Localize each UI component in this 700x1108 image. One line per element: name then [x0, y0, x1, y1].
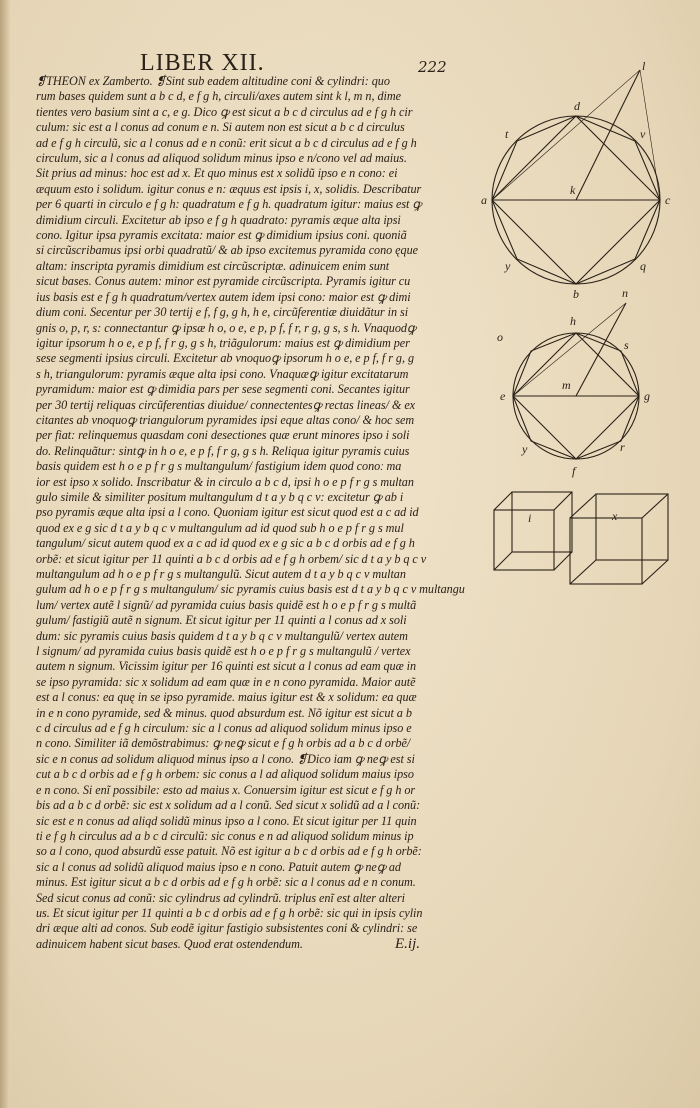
label-t: t — [505, 127, 509, 141]
figure-circle-efgh — [492, 285, 692, 485]
text-line: sicut bases. Conus autem: minor est pyramide circũscripta. Pyramis igitur cu — [36, 274, 411, 289]
generator-al — [492, 70, 640, 200]
body-text — [36, 74, 470, 952]
label-m: m — [562, 378, 571, 392]
text-line: per 30 tertij reliquas circũferentias diuidue/ connectentesꝙ rectas lineas/ & ex — [36, 397, 416, 412]
text-line: circulum, sic a l conus ad aliquod solidum minus ipso e n/cono vel ad maius. — [36, 151, 407, 166]
text-line: gulum ad h o e p f r g s multangulum/ sic pyramis cuius basis est d t a y b q c v multangu — [36, 582, 465, 597]
text-line: se ipso pyramida: sic x solidum ad eam quæ in e n cono pyramida. Maior autẽ — [36, 674, 416, 689]
page-gutter-shadow — [0, 0, 10, 1108]
text-line: citantes ab vnoquoꝙ triangulorum pyramides ipsi eque altas cono/ & hoc sem — [36, 412, 415, 427]
text-line: dum: sic pyramis cuius basis quidem d t a y b q c v multangulũ/ vertex autem — [36, 628, 408, 643]
text-line: n cono. Similiter iã demõstrabimus: ꝙ neꝙ sicut e f g h orbis ad a b c d orbẽ/ — [36, 736, 411, 751]
text-line: orbẽ: et sicut igitur per 11 quinti a b c d orbis ad e f g h orbem/ sic d t a y b q c v — [36, 551, 427, 566]
text-line: l signum/ ad pyramida cuius basis quidẽ est h o e p f r g s multangulũ / vertex — [36, 644, 411, 659]
text-line: æquum esto i solidum. igitur conus e n: æquus est ipsis i, x, solidis. Describatur — [36, 181, 422, 196]
label-e: e — [500, 389, 506, 403]
label-o: o — [497, 330, 503, 344]
label-l: l — [642, 59, 646, 73]
text-line: si circũscribamus ipsi orbi quadratũ/ & ab ipso excitemus pyramida cono ęque — [36, 243, 418, 258]
text-line: Sed sicut conus ad conũ: sic cylindrus ad cylindrũ. triplus enĩ est alter alteri — [36, 890, 406, 905]
label-x: x — [612, 509, 618, 523]
folio-number: 222 — [418, 58, 447, 76]
signature-mark: E.ij. — [395, 936, 420, 952]
label-h: h — [570, 314, 576, 328]
text-line: ❡THEON ex Zamberto. ❡Sint sub eadem altitudine coni & cylindri: quo — [36, 74, 390, 88]
text-line: us. Et sicut igitur per 11 quinti a b c d orbis ad e f g h orbẽ: sic qui in ipsis cylin — [36, 905, 423, 920]
label-k: k — [570, 183, 576, 197]
text-line: cut a b c d orbis ad e f g h orbem: sic conus a l ad aliquod solidum maius ipso — [36, 767, 414, 782]
label-a: a — [481, 193, 487, 207]
running-title: LIBER XII. — [140, 50, 265, 76]
text-line: ius basis est e f g h quadratum/vertex autem idem ipsi cono: maior est ꝙ dimi — [36, 289, 411, 304]
text-line: gulo simile & similiter positum multangulum d t a y b q c v: excitetur ꝙ ab i — [36, 489, 404, 504]
label-y2: y — [522, 442, 528, 456]
text-line: ti e f g h circulus ad a b c d circulũ: sic conus e n ad aliquod solidum minus ip — [36, 828, 414, 843]
text-line: s h, triangulorum: pyramis æque alta ipsi cono. Vnaquæꝙ igitur excitatarum — [36, 366, 409, 381]
label-g: g — [644, 389, 650, 403]
label-i: i — [528, 511, 532, 525]
text-line: lum/ vertex autẽ l signũ/ ad pyramida cuius basis quidẽ est h o e p f r g s multã — [36, 597, 417, 612]
text-line: adinuicem habent sicut bases. Quod erat ostendendum. — [36, 936, 303, 951]
figure-circle-abcd-drawing — [478, 58, 693, 308]
text-line: tangulum/ sicut autem quod ex a c ad id quod ex e g sic a b c d orbis ad e f g h — [36, 536, 415, 551]
text-line: per 6 quarti in circulo e f g h: quadratum e f g h. quadratum igitur: maius est ꝙ — [36, 197, 422, 212]
text-line: dimidium circuli. Excitetur ab ipso e f g h quadrato: pyramis æque alta ipsi — [36, 212, 401, 227]
label-n: n — [622, 286, 628, 300]
text-line: igitur ipsorum h o e, e p f, f r g, g s h, triãgulorum: maius est ꝙ dimidium per — [36, 335, 410, 350]
text-line: altam: inscripta pyramis dimidium est circũscriptæ. adinuicem enim sunt — [36, 258, 390, 273]
text-line: gnis o, p, r, s: connectantur ꝙ ipsæ h o, o e, e p, p f, f r, r g, g s, s h. Vnaquodꝙ — [36, 320, 417, 335]
text-line: autem n signum. Vicissim igitur per 16 quinti est sicut a l conus ad eam quæ in — [36, 659, 417, 674]
text-line: quod ex e g sic d t a y b q c v multangulum ad id quod sub h o e p f r g s mul — [36, 520, 404, 535]
label-q: q — [640, 259, 646, 273]
text-line: tientes vero basium sint a c, e g. Dico ꝙ est sicut a b c d circulus ad e f g h cir — [36, 104, 413, 119]
label-y: y — [505, 259, 511, 273]
text-line: c d circulus ad e f g h circulum: sic a l conus ad aliquod solidum minus ipso e — [36, 721, 412, 736]
text-line: sic a l conus ad solidũ aliquod maius ipso e n cono. Patuit autem ꝙ neꝙ ad — [36, 859, 401, 874]
text-line: pyramidum: maior est ꝙ dimidia pars per sese segmenti coni. Secantes igitur — [36, 382, 410, 397]
text-line: so a l cono, quod absurdũ esse patuit. Nõ est igitur a b c d orbis ad e f g h orbẽ: — [36, 844, 422, 859]
figure-solids — [490, 486, 690, 596]
figure-solids-drawing — [490, 486, 690, 596]
text-line: dri æque alti ad conos. Sub eodẽ igitur fastigio subsistentes coni & cylindri: se — [36, 921, 418, 936]
text-line: bis ad a b c d orbẽ: sic est x solidum ad a l conũ. Sed sicut x solidũ ad a l conũ: — [36, 798, 421, 813]
text-line: multangulum ad h o e p f r g s multangulũ. Sicut autem d t a y b q c v multan — [36, 567, 406, 581]
text-line: culum: sic est a l conus ad conum e n. Si autem non est sicut a b c d circulus — [36, 120, 405, 135]
axis-kl — [576, 70, 640, 200]
figure-circle-efgh-drawing — [492, 285, 692, 485]
text-line: Sit prius ad minus: hoc est ad x. Et quo minus est x solidũ ipso e n cono: ei — [36, 166, 398, 181]
label-d: d — [574, 99, 580, 113]
label-b: b — [573, 287, 579, 301]
text-line: gulum/ fastigiũ autẽ n signum. Et sicut igitur per 11 quinti a l conus ad x soli — [36, 613, 407, 628]
text-line: est a l conus: ea quę in se ipso pyramide. maius igitur est & x solidum: ea quæ — [36, 690, 417, 705]
figure-circle-abcd — [478, 58, 693, 308]
text-line: minus. Est igitur sicut a b c d orbis ad e f g h orbẽ: sic a l conus ad e n conum. — [36, 875, 416, 890]
text-line: sic est e n conus ad aliqd solidũ minus ipso a l cono. Et sicut igitur per 11 quin — [36, 813, 417, 828]
text-line: cono. Igitur ipsa pyramis excitata: maior est ꝙ dimidium ipsius coni. quoniã — [36, 228, 407, 243]
label-s: s — [624, 338, 629, 352]
text-line: sese segmenti ipsius circuli. Excitetur ab vnoquoꝙ ipsorum h o e, e p f, f r g, g — [36, 351, 415, 366]
text-line: e n cono. Si enĩ possibile: esto ad maius x. Conuersim igitur est sicut e f g h or — [36, 782, 416, 797]
figure1-labels — [481, 59, 671, 301]
text-line: in e n cono pyramide, sed & minus. quod absurdum est. Nõ igitur est sicut a b — [36, 705, 412, 720]
label-r: r — [620, 440, 625, 454]
label-v: v — [640, 127, 646, 141]
text-line: do. Relinquãtur: sintꝙ in h o e, e p f, f r g, g s h. Reliqua igitur pyramis cuius — [36, 443, 410, 458]
label-c: c — [665, 193, 671, 207]
text-line: pso pyramis æque alta ipsi a l cono. Quoniam igitur est sicut quod est a c ad id — [36, 505, 419, 520]
solid-i — [494, 492, 572, 570]
text-line: sic e n conus ad solidum aliquod minus ipso a l cono. ❡Dico iam ꝙ neꝙ est si — [36, 751, 415, 766]
text-line: dium coni. Secentur per 30 tertij e f, f g, g h, h e, circũferentiæ diuidãtur in si — [36, 305, 409, 320]
text-line: rum bases quidem sunt a b c d, e f g h, circuli/axes autem sint k l, m n, dime — [36, 89, 401, 104]
label-f: f — [572, 464, 576, 478]
text-line: basis quidem est h o e p f r g s multangulum/ fastigium idem quod conoː ma — [36, 459, 402, 474]
text-line: per fiat: relinquemus quasdam coni desectiones quæ erunt minores ipso i soli — [36, 428, 410, 443]
text-line: ior est ipso x solido. Inscribatur & in circulo a b c d, ipsi h o e p f r g s multan — [36, 474, 414, 489]
figure2-labels — [497, 286, 650, 478]
text-line: ad e f g h circulũ, sic a l conus ad e n conũ: erit sicut a b c d circulus ad e f g h — [36, 135, 417, 150]
solid-x — [570, 494, 668, 584]
